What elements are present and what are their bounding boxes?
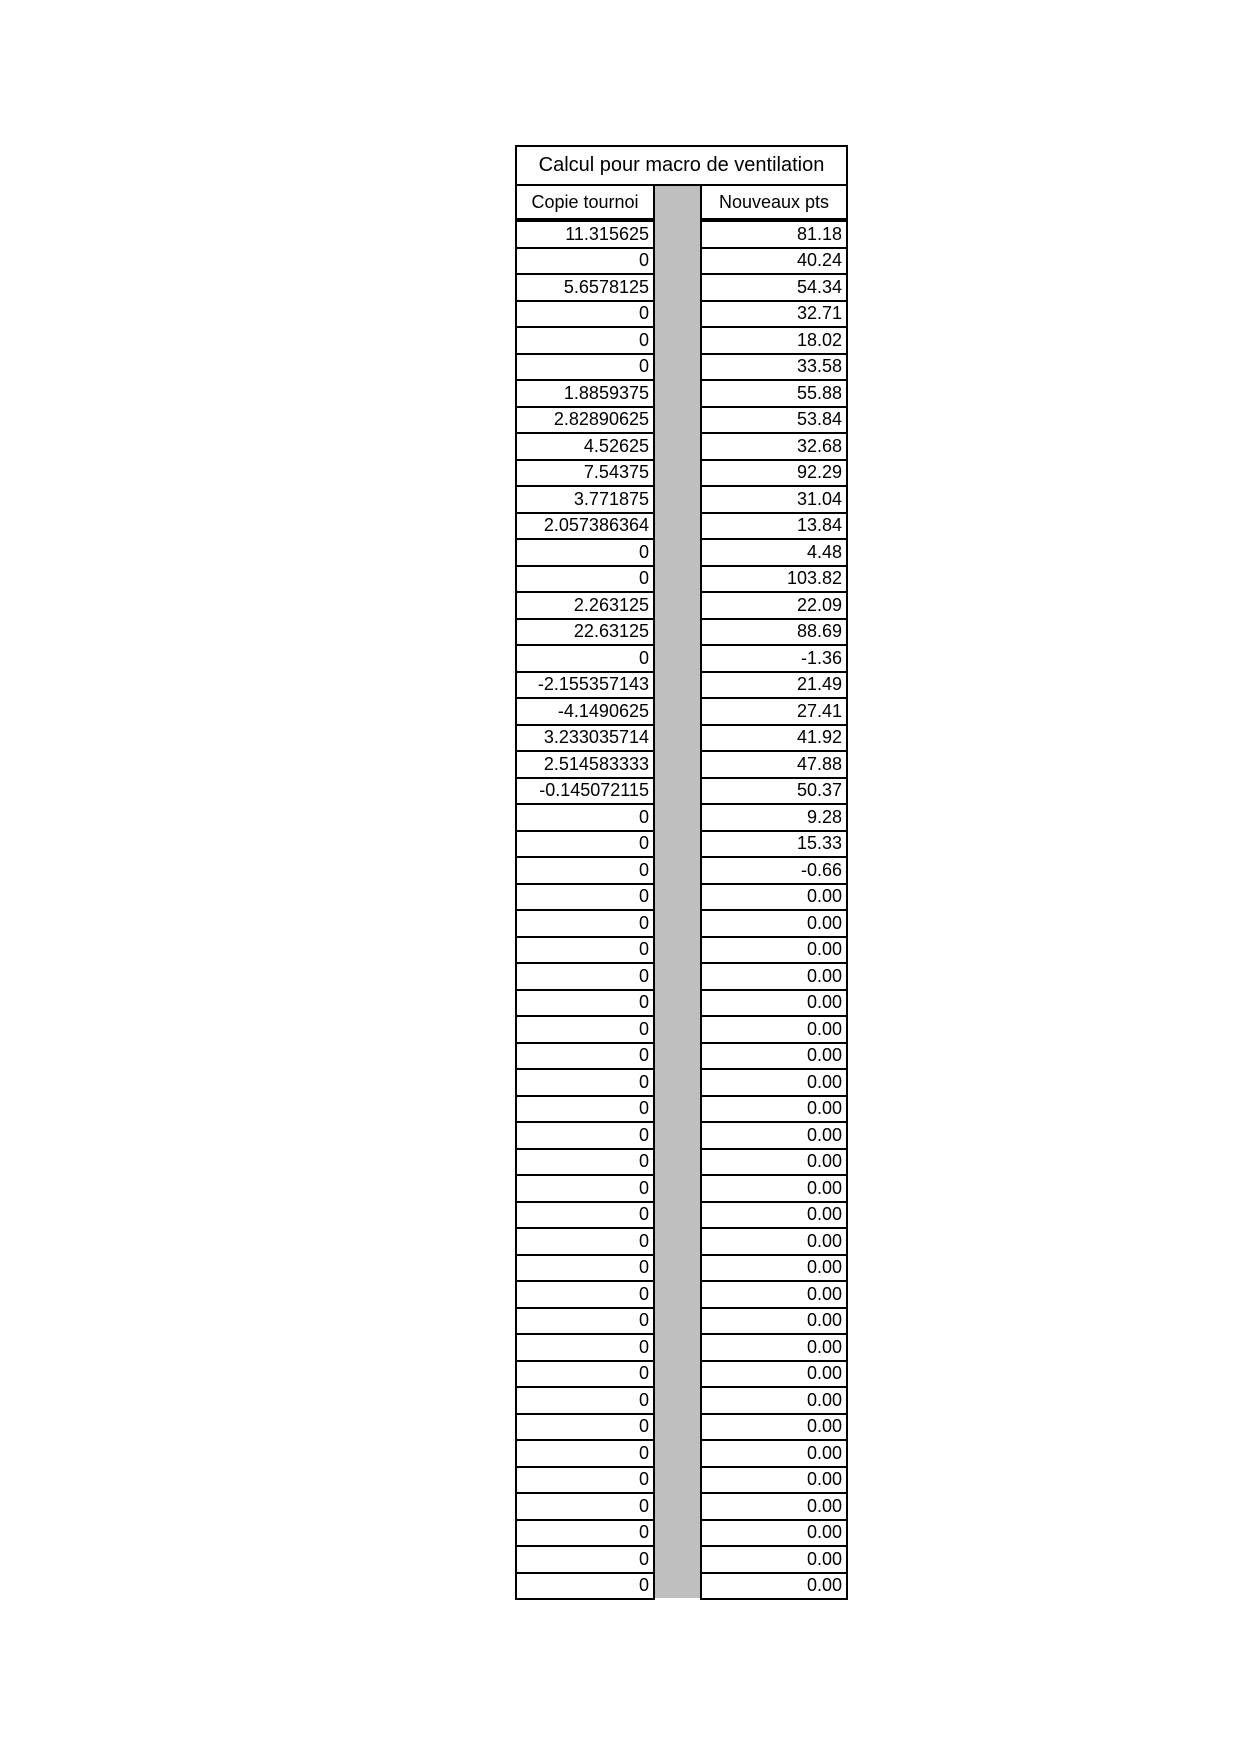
copie-tournoi-cell: 2.263125 (515, 591, 655, 620)
copie-tournoi-cell: 0 (515, 1095, 655, 1124)
copie-tournoi-cell: 0 (515, 883, 655, 912)
copie-tournoi-cell: 2.057386364 (515, 512, 655, 541)
nouveaux-pts-cell: 0.00 (700, 1572, 848, 1601)
copie-tournoi-cell: 0 (515, 565, 655, 594)
table-row (515, 1492, 848, 1521)
copie-tournoi-cell: -0.145072115 (515, 777, 655, 806)
copie-tournoi-cell: 0 (515, 326, 655, 355)
copie-tournoi-cell: 0 (515, 1466, 655, 1495)
table-row (515, 856, 848, 885)
nouveaux-pts-cell: 0.00 (700, 1492, 848, 1521)
table-row (515, 273, 848, 302)
nouveaux-pts-cell: 0.00 (700, 1386, 848, 1415)
copie-tournoi-cell: 0 (515, 1492, 655, 1521)
nouveaux-pts-cell: 40.24 (700, 247, 848, 276)
copie-tournoi-cell: 11.315625 (515, 220, 655, 249)
table-row (515, 1466, 848, 1495)
nouveaux-pts-cell: 0.00 (700, 936, 848, 965)
ventilation-table (515, 145, 848, 1600)
nouveaux-pts-cell: 0.00 (700, 1068, 848, 1097)
separator-cell (655, 406, 700, 435)
nouveaux-pts-cell: 21.49 (700, 671, 848, 700)
separator-cell (655, 883, 700, 912)
nouveaux-pts-cell: 0.00 (700, 1015, 848, 1044)
table-row (515, 1148, 848, 1177)
copie-tournoi-cell: 0 (515, 1121, 655, 1150)
nouveaux-pts-cell: 22.09 (700, 591, 848, 620)
table-title: Calcul pour macro de ventilation (515, 145, 848, 186)
table-row (515, 538, 848, 567)
separator-cell (655, 591, 700, 620)
nouveaux-pts-cell: 0.00 (700, 1042, 848, 1071)
table-row (515, 1572, 848, 1601)
nouveaux-pts-cell: 0.00 (700, 1360, 848, 1389)
table-row (515, 591, 848, 620)
separator-cell (655, 1439, 700, 1468)
nouveaux-pts-cell: 0.00 (700, 1307, 848, 1336)
table-row (515, 671, 848, 700)
separator-cell (655, 1360, 700, 1389)
copie-tournoi-cell: 0 (515, 1439, 655, 1468)
separator-cell (655, 618, 700, 647)
table-body (515, 220, 848, 1600)
nouveaux-pts-cell: 0.00 (700, 1201, 848, 1230)
nouveaux-pts-cell: 55.88 (700, 379, 848, 408)
table-row (515, 1280, 848, 1309)
separator-cell (655, 724, 700, 753)
copie-tournoi-cell: 0 (515, 1386, 655, 1415)
copie-tournoi-cell: 0 (515, 909, 655, 938)
table-row (515, 1439, 848, 1468)
nouveaux-pts-cell: 47.88 (700, 750, 848, 779)
table-header-row (515, 184, 848, 220)
copie-tournoi-cell: 0 (515, 538, 655, 567)
separator-cell (655, 1466, 700, 1495)
nouveaux-pts-cell: 32.68 (700, 432, 848, 461)
nouveaux-pts-cell: 32.71 (700, 300, 848, 329)
copie-tournoi-cell: 0 (515, 936, 655, 965)
table-title-row (515, 145, 848, 186)
separator-cell (655, 220, 700, 249)
table-row (515, 1174, 848, 1203)
separator-cell (655, 1280, 700, 1309)
nouveaux-pts-cell: 0.00 (700, 1280, 848, 1309)
table-row (515, 1201, 848, 1230)
separator-cell (655, 1386, 700, 1415)
separator-cell (655, 1519, 700, 1548)
nouveaux-pts-cell: 18.02 (700, 326, 848, 355)
table-row (515, 1413, 848, 1442)
separator-cell (655, 379, 700, 408)
table-row (515, 1068, 848, 1097)
separator-cell (655, 909, 700, 938)
table-row (515, 1333, 848, 1362)
separator-header-cell (655, 184, 700, 220)
copie-tournoi-cell: 3.233035714 (515, 724, 655, 753)
nouveaux-pts-cell: 9.28 (700, 803, 848, 832)
table-row (515, 512, 848, 541)
table-row (515, 697, 848, 726)
nouveaux-pts-cell: 0.00 (700, 1254, 848, 1283)
separator-cell (655, 1148, 700, 1177)
table-row (515, 1095, 848, 1124)
copie-tournoi-cell: 0 (515, 1174, 655, 1203)
nouveaux-pts-cell: 81.18 (700, 220, 848, 249)
nouveaux-pts-cell: 0.00 (700, 1095, 848, 1124)
copie-tournoi-cell: 0 (515, 856, 655, 885)
nouveaux-pts-cell: 54.34 (700, 273, 848, 302)
separator-cell (655, 565, 700, 594)
table-row (515, 1227, 848, 1256)
nouveaux-pts-cell: 41.92 (700, 724, 848, 753)
copie-tournoi-cell: -2.155357143 (515, 671, 655, 700)
separator-cell (655, 353, 700, 382)
copie-tournoi-cell: 0 (515, 1201, 655, 1230)
nouveaux-pts-cell: 0.00 (700, 1121, 848, 1150)
separator-cell (655, 538, 700, 567)
copie-tournoi-cell: 0 (515, 300, 655, 329)
nouveaux-pts-cell: 33.58 (700, 353, 848, 382)
copie-tournoi-cell: 0 (515, 1333, 655, 1362)
nouveaux-pts-cell: 92.29 (700, 459, 848, 488)
nouveaux-pts-cell: 4.48 (700, 538, 848, 567)
table-row (515, 1360, 848, 1389)
nouveaux-pts-cell: 0.00 (700, 1439, 848, 1468)
separator-cell (655, 1307, 700, 1336)
copie-tournoi-cell: 2.514583333 (515, 750, 655, 779)
nouveaux-pts-cell: 0.00 (700, 1413, 848, 1442)
table-row (515, 1015, 848, 1044)
copie-tournoi-cell: 0 (515, 1148, 655, 1177)
nouveaux-pts-cell: 0.00 (700, 1174, 848, 1203)
copie-tournoi-cell: 0 (515, 1068, 655, 1097)
nouveaux-pts-cell: 0.00 (700, 1148, 848, 1177)
copie-tournoi-cell: 3.771875 (515, 485, 655, 514)
table-row (515, 962, 848, 991)
separator-cell (655, 1413, 700, 1442)
table-row (515, 803, 848, 832)
separator-cell (655, 962, 700, 991)
nouveaux-pts-cell: 50.37 (700, 777, 848, 806)
table-row (515, 220, 848, 249)
separator-cell (655, 697, 700, 726)
copie-tournoi-cell: 5.6578125 (515, 273, 655, 302)
separator-cell (655, 247, 700, 276)
separator-cell (655, 1227, 700, 1256)
separator-cell (655, 485, 700, 514)
separator-cell (655, 1492, 700, 1521)
nouveaux-pts-cell: 0.00 (700, 909, 848, 938)
copie-tournoi-cell: 1.8859375 (515, 379, 655, 408)
table-row (515, 883, 848, 912)
copie-tournoi-cell: 0 (515, 1413, 655, 1442)
table-row (515, 618, 848, 647)
copie-tournoi-cell: 0 (515, 1360, 655, 1389)
table-row (515, 1545, 848, 1574)
copie-tournoi-cell: 0 (515, 644, 655, 673)
table-row (515, 1121, 848, 1150)
copie-tournoi-cell: 0 (515, 1227, 655, 1256)
nouveaux-pts-cell: 0.00 (700, 989, 848, 1018)
table-row (515, 830, 848, 859)
table-row (515, 1386, 848, 1415)
copie-tournoi-cell: 0 (515, 353, 655, 382)
separator-cell (655, 1201, 700, 1230)
table-row (515, 1042, 848, 1071)
table-row (515, 459, 848, 488)
separator-cell (655, 326, 700, 355)
table-row (515, 247, 848, 276)
separator-cell (655, 750, 700, 779)
table-row (515, 406, 848, 435)
separator-cell (655, 459, 700, 488)
separator-cell (655, 644, 700, 673)
table-row (515, 300, 848, 329)
separator-cell (655, 1174, 700, 1203)
nouveaux-pts-cell: 0.00 (700, 883, 848, 912)
table-row (515, 1254, 848, 1283)
separator-cell (655, 803, 700, 832)
table-row (515, 909, 848, 938)
table-row (515, 379, 848, 408)
separator-cell (655, 432, 700, 461)
nouveaux-pts-cell: 103.82 (700, 565, 848, 594)
nouveaux-pts-cell: 0.00 (700, 1466, 848, 1495)
copie-tournoi-cell: 0 (515, 1280, 655, 1309)
nouveaux-pts-cell: -0.66 (700, 856, 848, 885)
nouveaux-pts-cell: 0.00 (700, 1519, 848, 1548)
separator-cell (655, 1015, 700, 1044)
nouveaux-pts-cell: -1.36 (700, 644, 848, 673)
table-row (515, 353, 848, 382)
separator-cell (655, 1095, 700, 1124)
table-row (515, 326, 848, 355)
copie-tournoi-cell: 0 (515, 1254, 655, 1283)
copie-tournoi-cell: 0 (515, 1545, 655, 1574)
nouveaux-pts-cell: 88.69 (700, 618, 848, 647)
nouveaux-pts-cell: 31.04 (700, 485, 848, 514)
separator-cell (655, 1068, 700, 1097)
table-row (515, 724, 848, 753)
copie-tournoi-cell: 4.52625 (515, 432, 655, 461)
copie-tournoi-cell: 0 (515, 830, 655, 859)
copie-tournoi-cell: 0 (515, 1519, 655, 1548)
separator-cell (655, 1545, 700, 1574)
nouveaux-pts-cell: 53.84 (700, 406, 848, 435)
nouveaux-pts-cell: 0.00 (700, 1227, 848, 1256)
table-row (515, 750, 848, 779)
separator-cell (655, 1572, 700, 1601)
copie-tournoi-cell: 0 (515, 989, 655, 1018)
separator-cell (655, 512, 700, 541)
table-row (515, 432, 848, 461)
separator-cell (655, 830, 700, 859)
separator-cell (655, 1254, 700, 1283)
table-row (515, 777, 848, 806)
header-copie-tournoi: Copie tournoi (515, 184, 655, 220)
nouveaux-pts-cell: 0.00 (700, 962, 848, 991)
separator-cell (655, 300, 700, 329)
table-row (515, 1307, 848, 1336)
copie-tournoi-cell: -4.1490625 (515, 697, 655, 726)
nouveaux-pts-cell: 15.33 (700, 830, 848, 859)
table-row (515, 989, 848, 1018)
copie-tournoi-cell: 0 (515, 803, 655, 832)
copie-tournoi-cell: 0 (515, 1572, 655, 1601)
table-row (515, 565, 848, 594)
separator-cell (655, 936, 700, 965)
copie-tournoi-cell: 0 (515, 1015, 655, 1044)
nouveaux-pts-cell: 0.00 (700, 1333, 848, 1362)
separator-cell (655, 777, 700, 806)
separator-cell (655, 1042, 700, 1071)
separator-cell (655, 989, 700, 1018)
separator-cell (655, 856, 700, 885)
copie-tournoi-cell: 0 (515, 247, 655, 276)
copie-tournoi-cell: 2.82890625 (515, 406, 655, 435)
table-row (515, 1519, 848, 1548)
nouveaux-pts-cell: 0.00 (700, 1545, 848, 1574)
copie-tournoi-cell: 7.54375 (515, 459, 655, 488)
separator-cell (655, 1333, 700, 1362)
table-row (515, 936, 848, 965)
separator-cell (655, 273, 700, 302)
copie-tournoi-cell: 22.63125 (515, 618, 655, 647)
header-nouveaux-pts: Nouveaux pts (700, 184, 848, 220)
copie-tournoi-cell: 0 (515, 962, 655, 991)
copie-tournoi-cell: 0 (515, 1042, 655, 1071)
separator-cell (655, 671, 700, 700)
separator-cell (655, 1121, 700, 1150)
nouveaux-pts-cell: 27.41 (700, 697, 848, 726)
copie-tournoi-cell: 0 (515, 1307, 655, 1336)
table-row (515, 644, 848, 673)
nouveaux-pts-cell: 13.84 (700, 512, 848, 541)
table-row (515, 485, 848, 514)
